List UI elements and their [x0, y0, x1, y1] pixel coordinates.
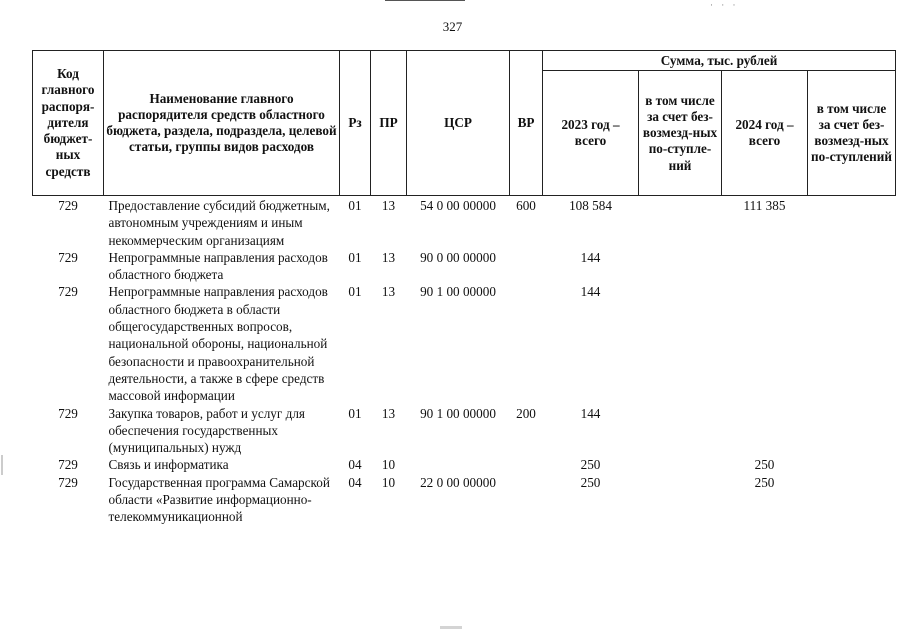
cell-pr: 13 [381, 405, 396, 421]
cell-2023-total: 144 [580, 249, 601, 265]
table-row [33, 196, 896, 249]
cell-2024-total [722, 405, 808, 457]
cell-code: 729 [58, 249, 78, 265]
cell-vr: 600 [516, 198, 536, 213]
cell-rz: 01 [348, 284, 362, 300]
header-name: Наименование главного распорядителя средств областного бюджета, раздела, подраздела, целевой статьи, группы видов расходов [104, 51, 340, 196]
cell-rz: 01 [348, 198, 362, 213]
header-2024-grants: в том числе за счет без-возмезд-ных по-ступлений [808, 71, 896, 196]
scan-artifact-line [385, 0, 465, 1]
table-header [33, 51, 896, 196]
header-csr: ЦСР [407, 51, 510, 196]
cell-csr: 22 0 00 00000 [420, 474, 496, 490]
header-code: Код главного распоря-дителя бюджет-ных средств [33, 51, 104, 196]
cell-code: 729 [58, 284, 78, 300]
cell-code: 729 [58, 405, 78, 421]
scan-artifact-bottom [440, 626, 462, 629]
cell-pr: 10 [381, 457, 396, 473]
cell-vr: 200 [516, 405, 536, 421]
cell-pr: 13 [381, 284, 396, 300]
cell-csr: 90 0 00 00000 [420, 249, 496, 265]
cell-name: Непрограммные направления расходов областного бюджета [108, 249, 328, 283]
table-row [33, 283, 896, 404]
cell-code: 729 [58, 198, 78, 213]
cell-vr [510, 283, 543, 404]
cell-vr [510, 249, 543, 284]
scan-artifact-left [1, 455, 3, 475]
cell-name: Непрограммные направления расходов областного бюджета в области общегосударственных вопросов, национальной обороны, национальной безопасности и правоохранительной деятельности, а также в сфере средств массовой информации [108, 284, 328, 404]
cell-2023-total: 108 584 [569, 198, 612, 213]
cell-name: Предоставление субсидий бюджетным, автономным учреждениям и иным некоммерческим организациям [108, 198, 330, 248]
cell-rz: 01 [348, 405, 362, 421]
cell-2024-grants [808, 474, 896, 526]
header-2024-total: 2024 год – всего [722, 71, 808, 196]
header-pr: ПР [371, 51, 407, 196]
cell-2024-grants [808, 196, 896, 249]
cell-2024-total: 250 [754, 457, 775, 473]
cell-2023-grants [639, 196, 722, 249]
cell-vr [510, 456, 543, 473]
cell-2023-grants [639, 474, 722, 526]
cell-2024-grants [808, 456, 896, 473]
cell-2023-grants [639, 405, 722, 457]
cell-2024-grants [808, 405, 896, 457]
cell-2024-grants [808, 283, 896, 404]
cell-2024-total: 111 385 [743, 198, 786, 213]
scan-artifact-marks: · · · [710, 0, 739, 10]
budget-table [32, 50, 896, 526]
cell-name: Закупка товаров, работ и услуг для обеспечения государственных (муниципальных) нужд [108, 405, 305, 456]
cell-rz: 01 [348, 249, 362, 265]
cell-code: 729 [58, 474, 78, 490]
table-row [33, 456, 896, 473]
cell-pr: 13 [381, 198, 396, 213]
cell-code: 729 [58, 457, 78, 473]
cell-csr: 90 1 00 00000 [420, 284, 496, 300]
cell-2023-grants [639, 283, 722, 404]
header-rz: Рз [340, 51, 371, 196]
page-number: 327 [442, 19, 463, 34]
cell-2024-total [722, 249, 808, 284]
cell-vr [510, 474, 543, 526]
cell-2023-grants [639, 249, 722, 284]
cell-2023-total: 144 [580, 284, 601, 300]
table-row [33, 249, 896, 284]
header-sum-group: Сумма, тыс. рублей [543, 51, 896, 71]
cell-name: Связь и информатика [108, 457, 229, 473]
table-row [33, 405, 896, 457]
cell-2023-grants [639, 456, 722, 473]
cell-name: Государственная программа Самарской области «Развитие информационно-телекоммуникационной [108, 474, 330, 525]
cell-2024-total: 250 [754, 474, 775, 490]
cell-csr: 54 0 00 00000 [420, 198, 496, 213]
table-body [33, 196, 896, 526]
cell-csr [407, 456, 510, 473]
cell-2023-total: 250 [580, 457, 601, 473]
cell-2023-total: 144 [580, 405, 601, 421]
cell-2024-total [722, 283, 808, 404]
header-vr: ВР [510, 51, 543, 196]
cell-2024-grants [808, 249, 896, 284]
header-2023-grants: в том числе за счет без-возмезд-ных по-ступле-ний [639, 71, 722, 196]
cell-rz: 04 [348, 457, 362, 473]
cell-rz: 04 [348, 474, 362, 490]
cell-pr: 10 [381, 474, 396, 490]
cell-2023-total: 250 [580, 474, 601, 490]
cell-csr: 90 1 00 00000 [420, 405, 496, 421]
header-2023-total: 2023 год – всего [543, 71, 639, 196]
cell-pr: 13 [381, 249, 396, 265]
table-row [33, 474, 896, 526]
